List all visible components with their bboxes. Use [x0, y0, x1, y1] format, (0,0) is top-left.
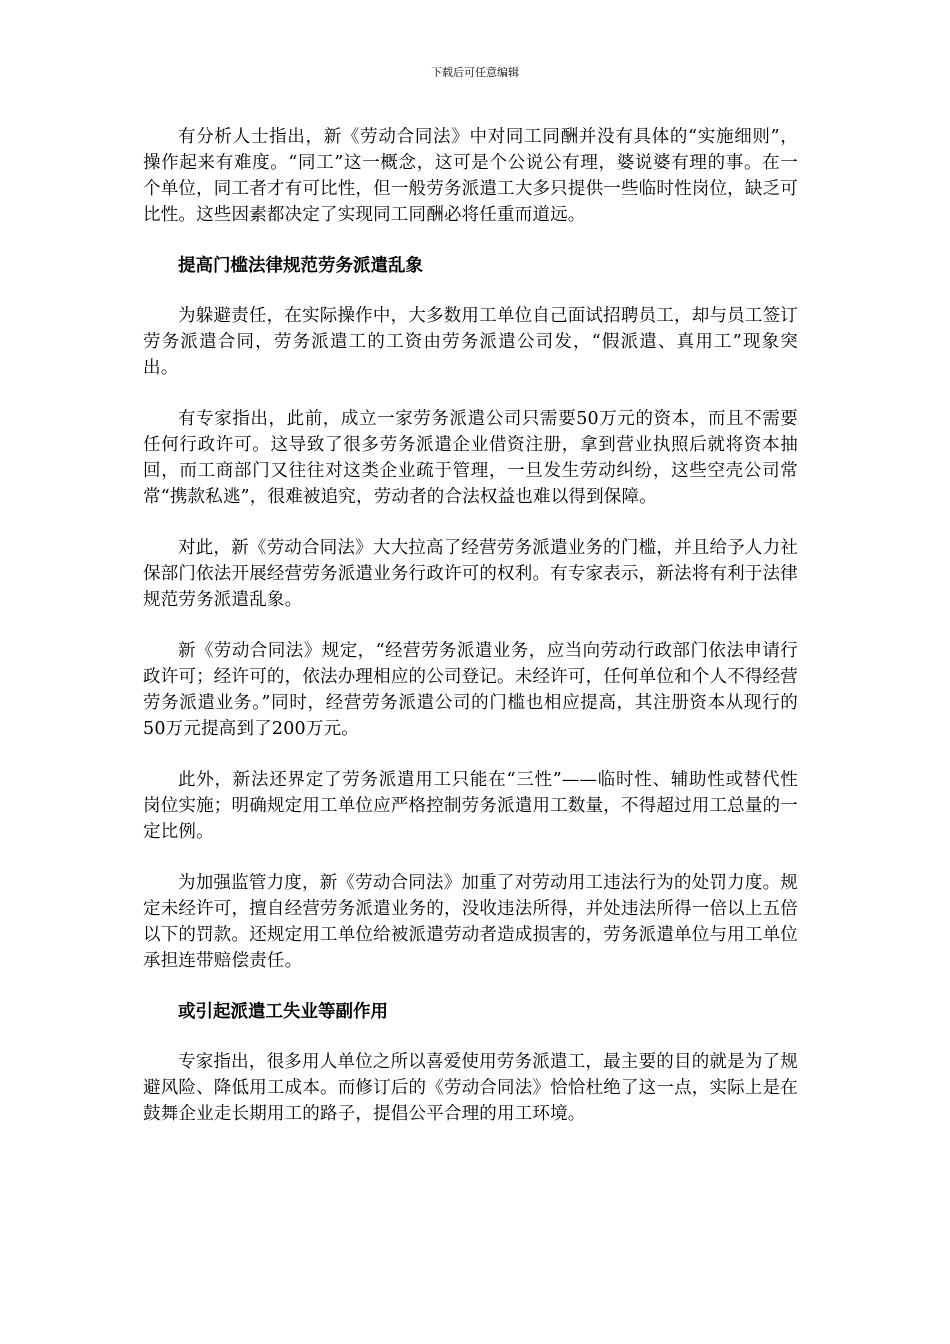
paragraph: 有专家指出，此前，成立一家劳务派遣公司只需要50万元的资本，而且不需要任何行政许可。这导致了很多劳务派遣企业借资注册，拿到营业执照后就将资本抽回，而工商部门又往往对这类企业疏于管理，一旦发生劳动纠纷，这些空壳公司常常“携款私逃”，很难被追究，劳动者的合法权益也难以得到保障。: [143, 409, 798, 507]
paragraph: 有分析人士指出，新《劳动合同法》中对同工同酬并没有具体的“实施细则”，操作起来有难度。“同工”这一概念，这可是个公说公有理，婆说婆有理的事。在一个单位，同工者才有可比性，但一般劳务派遣工大多只提供一些临时性岗位，缺乏可比性。这些因素都决定了实现同工同酬必将任重而道远。: [143, 127, 798, 225]
section-heading: 提高门槛法律规范劳务派遣乱象: [178, 256, 423, 276]
section-heading: 或引起派遣工失业等副作用: [178, 1002, 388, 1022]
paragraph: 此外，新法还界定了劳务派遣用工只能在“三性”——临时性、辅助性或替代性岗位实施；明确规定用工单位应严格控制劳务派遣用工数量，不得超过用工总量的一定比例。: [143, 770, 798, 842]
paragraph: 新《劳动合同法》规定，“经营劳务派遣业务，应当向劳动行政部门依法申请行政许可；经许可的，依法办理相应的公司登记。未经许可，任何单位和个人不得经营劳务派遣业务。”同时，经营劳务派遣公司的门槛也相应提高，其注册资本从现行的50万元提高到了200万元。: [143, 641, 798, 739]
paragraph: 为躲避责任，在实际操作中，大多数用工单位自己面试招聘员工，却与员工签订劳务派遣合同，劳务派遣工的工资由劳务派遣公司发，“假派遣、真用工”现象突出。: [143, 306, 798, 378]
page-header-note: 下载后可任意编辑: [431, 66, 519, 79]
paragraph: 为加强监管力度，新《劳动合同法》加重了对劳动用工违法行为的处罚力度。规定未经许可，擅自经营劳务派遣业务的，没收违法所得，并处违法所得一倍以上五倍以下的罚款。还规定用工单位给被派遣劳动者造成损害的，劳务派遣单位与用工单位承担连带赔偿责任。: [143, 873, 798, 971]
document-body: [143, 124, 798, 1152]
paragraph: 专家指出，很多用人单位之所以喜爱使用劳务派遣工，最主要的目的就是为了规避风险、降低用工成本。而修订后的《劳动合同法》恰恰杜绝了这一点，实际上是在鼓舞企业走长期用工的路子，提倡公平合理的用工环境。: [143, 1052, 798, 1124]
paragraph: 对此，新《劳动合同法》大大拉高了经营劳务派遣业务的门槛，并且给予人力社保部门依法开展经营劳务派遣业务行政许可的权利。有专家表示，新法将有利于法律规范劳务派遣乱象。: [143, 538, 798, 610]
